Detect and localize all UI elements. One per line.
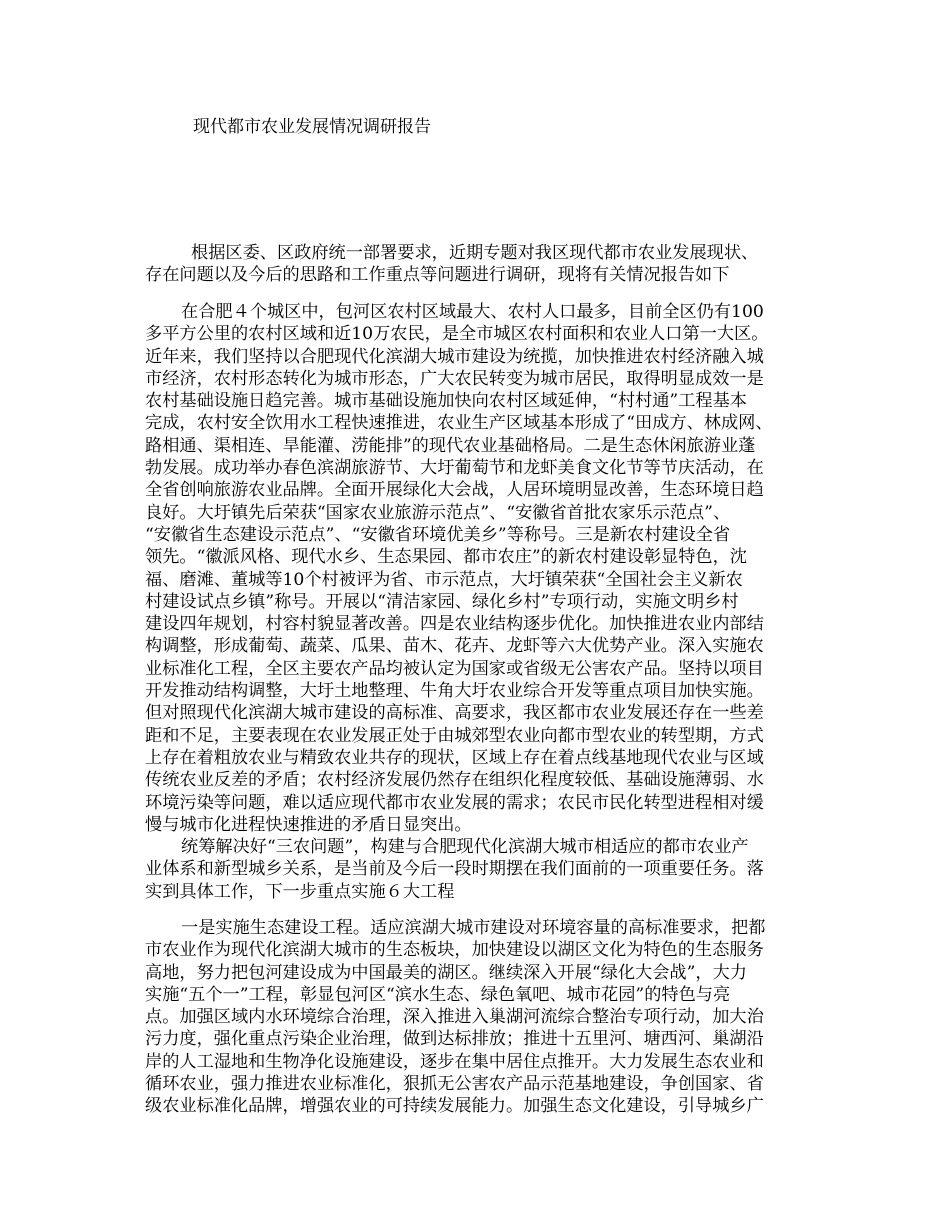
- paragraph-line: 污力度，强化重点污染企业治理，做到达标排放；推进十五里河、塘西河、巢湖沿: [145, 1029, 764, 1050]
- paragraph-line: 近年来，我们坚持以合肥现代化滨湖大城市建设为统揽，加快推进农村经济融入城: [145, 346, 764, 367]
- paragraph-line: 多平方公里的农村区域和近10万农民，是全市城区农村面积和农业人口第一大区。: [145, 324, 769, 345]
- paragraph-line: 传统农业反差的矛盾；农村经济发展仍然存在组织化程度较低、基础设施薄弱、水: [145, 770, 764, 791]
- paragraph-line: 根据区委、区政府统一部署要求，近期专题对我区现代都市农业发展现状、: [191, 243, 759, 263]
- paragraph-line: 业标准化工程，全区主要农产品均被认定为国家或省级无公害农产品。坚持以项目: [145, 658, 764, 679]
- paragraph-current-status: [145, 301, 815, 836]
- paragraph-line: 一是实施生态建设工程。适应滨湖大城市建设对环境容量的高标准要求，把都: [181, 918, 766, 938]
- paragraph-line: 实施“五个一”工程，彰显包河区“滨水生态、绿色氧吧、城市花园”的特色与亮: [145, 984, 731, 1005]
- paragraph-line: 实到具体工作，下一步重点实施６大工程: [145, 881, 455, 902]
- paragraph-line: 高地，努力把包河建设成为中国最美的湖区。继续深入开展“绿化大会战”，大力: [145, 962, 747, 983]
- paragraph-line: 勃发展。成功举办春色滨湖旅游节、大圩葡萄节和龙虾美食文化节等节庆活动，在: [145, 458, 764, 479]
- paragraph-line: 建设四年规划，村容村貌显著改善。四是农业结构逐步优化。加快推进农业内部结: [145, 614, 764, 635]
- paragraph-line: 在合肥４个城区中，包河区农村区域最大、农村人口最多，目前全区仍有100: [181, 302, 764, 322]
- paragraph-ecological-project: [145, 917, 815, 1118]
- paragraph-intro: [145, 242, 815, 287]
- paragraph-line: 全省创响旅游农业品牌。全面开展绿化大会战，人居环境明显改善，生态环境日趋: [145, 480, 764, 501]
- paragraph-line: 上存在着粗放农业与精致农业共存的现状，区域上存在着点线基地现代农业与区域: [145, 747, 764, 768]
- paragraph-line: 村建设试点乡镇”称号。开展以“清洁家园、绿化乡村”专项行动，实施文明乡村: [145, 591, 739, 612]
- document-title: 现代都市农业发展情况调研报告: [193, 117, 431, 137]
- paragraph-line: 存在问题以及今后的思路和工作重点等问题进行调研，现将有关情况报告如下: [145, 265, 730, 286]
- paragraph-line: 岸的人工湿地和生物净化设施建设，逐步在集中居住点推开。大力发展生态农业和: [145, 1051, 764, 1072]
- paragraph-line: 农村基础设施日趋完善。城市基础设施加快向农村区域延伸，“村村通”工程基本: [145, 391, 747, 412]
- paragraph-line: 开发推动结构调整，大圩土地整理、牛角大圩农业综合开发等重点项目加快实施。: [145, 681, 764, 702]
- paragraph-line: 环境污染等问题，难以适应现代都市农业发展的需求；农民市民化转型进程相对缓: [145, 792, 764, 813]
- paragraph-line: 市农业作为现代化滨湖大城市的生态板块，加快建设以湖区文化为特色的生态服务: [145, 940, 764, 961]
- paragraph-line: 循环农业，强力推进农业标准化，狠抓无公害农产品示范基地建设，争创国家、省: [145, 1074, 764, 1095]
- paragraph-line: 距和不足，主要表现在农业发展正处于由城郊型农业向都市型农业的转型期，方式: [145, 725, 764, 746]
- paragraph-line: 业体系和新型城乡关系，是当前及今后一段时期摆在我们面前的一项重要任务。落: [145, 859, 764, 880]
- paragraph-line: “安徽省生态建设示范点”、“安徽省环境优美乡”等称号。三是新农村建设全省: [145, 524, 731, 545]
- paragraph-line: 级农业标准化品牌，增强农业的可持续发展能力。加强生态文化建设，引导城乡广: [145, 1096, 764, 1117]
- paragraph-line: 慢与城市化进程快速推进的矛盾日显突出。: [145, 814, 472, 835]
- paragraph-line: 市经济，农村形态转化为城市形态，广大农民转变为城市居民，取得明显成效一是: [145, 368, 764, 389]
- paragraph-line: 路相通、渠相连、旱能灌、涝能排”的现代农业基础格局。二是生态休闲旅游业蓬: [145, 435, 756, 456]
- paragraph-line: 统筹解决好“三农问题”，构建与合肥现代化滨湖大城市相适应的都市农业产: [181, 837, 749, 857]
- paragraph-line: 完成，农村安全饮用水工程快速推进，农业生产区域基本形成了“田成方、林成网、: [145, 413, 773, 434]
- paragraph-line: 领先。“徽派风格、现代水乡、生态果园、都市农庄”的新农村建设彰显特色，沈: [145, 547, 747, 568]
- paragraph-line: 但对照现代化滨湖大城市建设的高标准、高要求，我区都市农业发展还存在一些差: [145, 703, 764, 724]
- paragraph-line: 福、磨滩、董城等10个村被评为省、市示范点，大圩镇荣获“全国社会主义新农: [145, 569, 743, 590]
- paragraph-key-tasks: [145, 836, 815, 903]
- paragraph-line: 点。加强区域内水环境综合治理，深入推进入巢湖河流综合整治专项行动，加大治: [145, 1007, 764, 1028]
- paragraph-line: 良好。大圩镇先后荣获“国家农业旅游示范点”、“安徽省首批农家乐示范点”、: [145, 502, 731, 523]
- paragraph-line: 构调整，形成葡萄、蔬菜、瓜果、苗木、花卉、龙虾等六大优势产业。深入实施农: [145, 636, 764, 657]
